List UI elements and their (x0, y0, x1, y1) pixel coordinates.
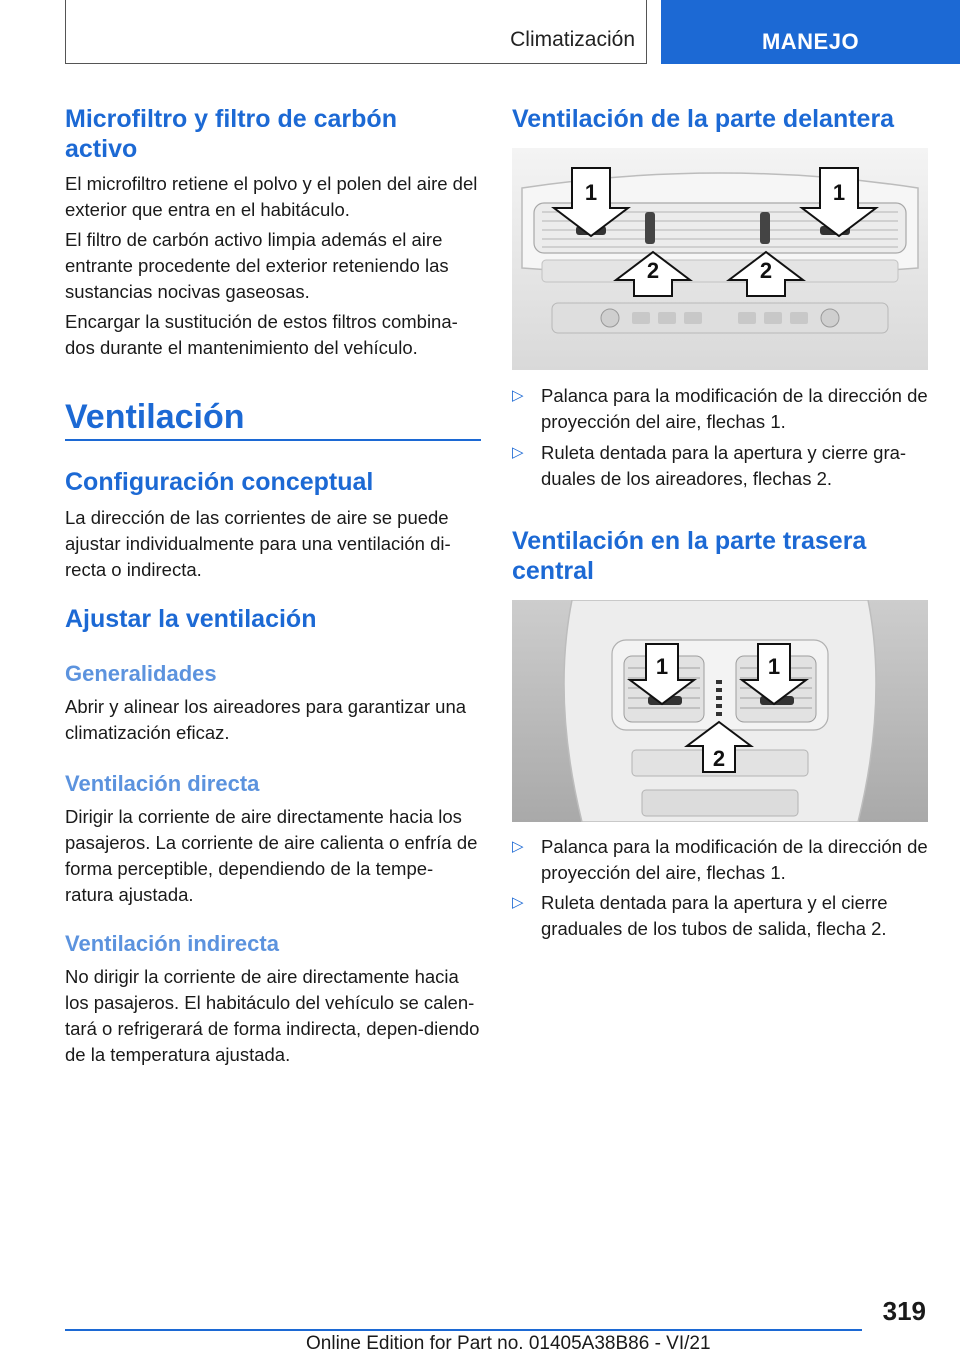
callout-2-right: 2 (759, 258, 773, 283)
para-microfiltro-3: Encargar la sustitución de estos filtros combina‐dos durante el mantenimiento del vehículo. (65, 311, 458, 358)
heading-ajustar: Ajustar la ventilación (65, 605, 317, 633)
para-microfiltro-1: El microfiltro retiene el polvo y el polen del aire del exterior que entra en el habitáculo. (65, 173, 478, 220)
heading-microfiltro: Microfiltro y filtro de carbón activo (65, 105, 397, 163)
list-item (512, 890, 928, 944)
bullet-triangle-icon: ▷ (512, 387, 524, 404)
header-section-title: Climatización (510, 28, 635, 51)
list-item (512, 440, 928, 494)
front-vents-illustration (512, 148, 928, 370)
page-number: 319 (882, 1296, 926, 1326)
para-indirecta: No dirigir la corriente de aire directamente hacia los pasajeros. El habitáculo del vehículo se calen‐tará o refrigerará de forma indirecta, depen‐diendo de la temperatura ajustada. (65, 966, 480, 1065)
list-item (512, 834, 928, 888)
callout-1-right: 1 (832, 180, 846, 205)
list-item-text: Palanca para la modificación de la dirección de proyección del aire, flechas 1. (541, 385, 928, 432)
callout-1-left: 1 (655, 654, 669, 679)
bullet-triangle-icon: ▷ (512, 838, 524, 855)
callout-2-left: 2 (646, 258, 660, 283)
para-microfiltro-2: El filtro de carbón activo limpia además el aire entrante procedente del exterior reteniendo las sustancias nocivas gaseosas. (65, 229, 449, 302)
callout-1-left: 1 (584, 180, 598, 205)
heading-indirecta: Ventilación indirecta (65, 931, 279, 956)
para-directa: Dirigir la corriente de aire directamente hacia los pasajeros. La corriente de aire calienta o enfría de forma perceptible, dependiendo de la tempe‐ratura ajustada. (65, 806, 478, 905)
header-chapter-tab[interactable]: MANEJO (661, 0, 960, 64)
heading-configuracion: Configuración conceptual (65, 468, 374, 496)
heading-delantera: Ventilación de la parte delantera (512, 105, 895, 133)
heading-trasera: Ventilación en la parte trasera central (512, 527, 867, 585)
list-item-text: Ruleta dentada para la apertura y el cierre graduales de los tubos de salida, flecha 2. (541, 892, 888, 939)
bullet-triangle-icon: ▷ (512, 444, 524, 461)
rear-vents-drawing (512, 600, 928, 822)
list-item-text: Ruleta dentada para la apertura y cierre gra‐duales de los aireadores, flechas 2. (541, 442, 907, 489)
front-vents-drawing (512, 148, 928, 370)
footer-edition: Online Edition for Part no. 01405A38B86 - VI/21 (306, 1333, 711, 1354)
heading-directa: Ventilación directa (65, 771, 260, 796)
heading-ventilacion: Ventilación (65, 398, 245, 436)
rear-vents-illustration (512, 600, 928, 822)
callout-1-right: 1 (767, 654, 781, 679)
list-item (512, 383, 928, 437)
para-generalidades: Abrir y alinear los aireadores para garantizar una climatización eficaz. (65, 696, 467, 743)
callout-2-center: 2 (712, 746, 726, 771)
para-configuracion: La dirección de las corrientes de aire se puede ajustar individualmente para una ventilación di‐recta o indirecta. (65, 507, 451, 580)
heading-generalidades: Generalidades (65, 661, 217, 686)
heading-rule (65, 439, 481, 441)
list-item-text: Palanca para la modificación de la dirección de proyección del aire, flechas 1. (541, 836, 928, 883)
footer-rule (65, 1329, 862, 1331)
bullet-triangle-icon: ▷ (512, 894, 524, 911)
